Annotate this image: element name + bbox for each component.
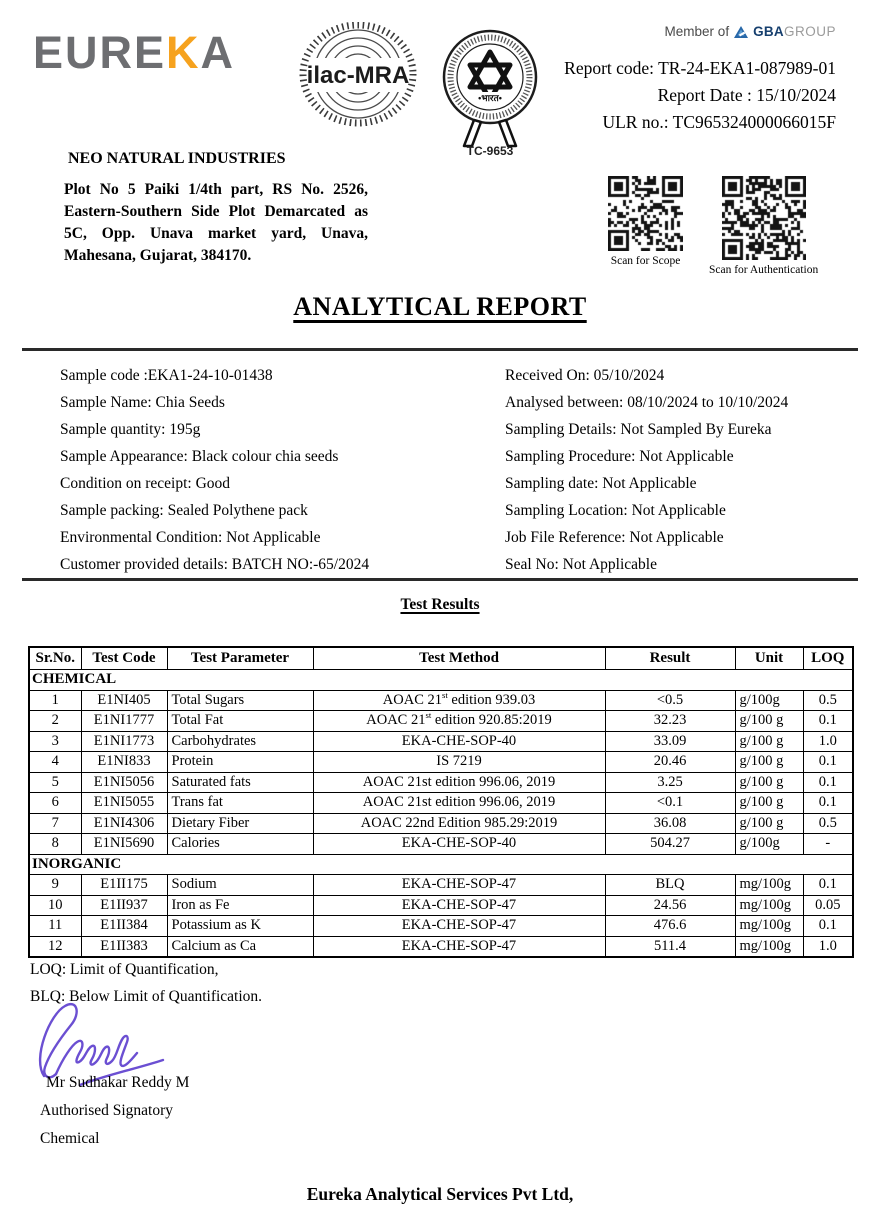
cell-test-method: IS 7219: [313, 752, 605, 773]
cell-result: 20.46: [605, 752, 735, 773]
cell-test-code: E1NI405: [81, 690, 167, 711]
cell-sr-no: 6: [29, 793, 81, 814]
cell-sr-no: 5: [29, 772, 81, 793]
cell-unit: g/100 g: [735, 752, 803, 773]
column-header: Test Method: [313, 647, 605, 670]
table-row: [29, 793, 853, 814]
cell-sr-no: 12: [29, 936, 81, 957]
info-line: BLQ: Below Limit of Quantification.: [30, 987, 263, 1005]
cell-unit: g/100g: [735, 690, 803, 711]
cell-unit: g/100 g: [735, 813, 803, 834]
info-line: Sampling Location: Not Applicable: [505, 501, 726, 519]
cell-loq: 0.1: [803, 711, 853, 732]
cell-test-code: E1NI833: [81, 752, 167, 773]
cell-test-code: E1II175: [81, 875, 167, 896]
column-header: Sr.No.: [29, 647, 81, 670]
cell-test-method: EKA-CHE-SOP-47: [313, 895, 605, 916]
test-results-table: [28, 646, 854, 958]
cell-sr-no: 9: [29, 875, 81, 896]
column-header: Result: [605, 647, 735, 670]
cell-test-code: E1NI5055: [81, 793, 167, 814]
test-results-heading: Test Results: [400, 596, 480, 613]
cell-test-parameter: Saturated fats: [167, 772, 313, 793]
info-line: Analysed between: 08/10/2024 to 10/10/2024: [505, 394, 789, 412]
ilac-mra-seal-icon: [299, 22, 417, 128]
info-line: Sample Appearance: Black colour chia seeds: [60, 448, 339, 466]
cell-test-parameter: Protein: [167, 752, 313, 773]
cell-test-parameter: Iron as Fe: [167, 895, 313, 916]
cell-loq: 0.5: [803, 813, 853, 834]
cell-loq: 1.0: [803, 731, 853, 752]
info-line: Condition on receipt: Good: [60, 475, 231, 492]
group-label: GROUP: [783, 24, 836, 39]
ilac-mra-label: ilac-MRA: [306, 62, 410, 89]
divider-bottom: [22, 578, 858, 581]
nabl-code-label: TC-9653: [466, 144, 514, 156]
cell-result: 24.56: [605, 895, 735, 916]
signatory-name: Mr Sudhakar Reddy M: [46, 1074, 190, 1091]
cell-sr-no: 10: [29, 895, 81, 916]
qr-scope-label: Scan for Scope: [610, 255, 681, 267]
cell-test-parameter: Trans fat: [167, 793, 313, 814]
info-line: Sampling Details: Not Sampled By Eureka: [505, 421, 772, 439]
customer-address: Plot No 5 Paiki 1/4th part, RS No. 2526, Eastern-Southern Side Plot Demarcated as 5C, Opp. Unava market yard, Unava, Mahesana, Gujarat, 384170.: [64, 181, 368, 264]
section-label: CHEMICAL: [29, 670, 853, 691]
divider-top: [22, 348, 858, 351]
cell-test-method: EKA-CHE-SOP-40: [313, 731, 605, 752]
qr-auth-item: [709, 176, 818, 276]
cell-unit: mg/100g: [735, 916, 803, 937]
ulr-number: ULR no.: TC965324000066015F: [602, 112, 836, 132]
info-line: Seal No: Not Applicable: [505, 555, 657, 573]
results-table-body: [29, 670, 853, 958]
cell-loq: 0.1: [803, 875, 853, 896]
cell-sr-no: 3: [29, 731, 81, 752]
report-code: Report code: TR-24-EKA1-087989-01: [564, 58, 836, 78]
nabl-inner-label: •भारत•: [478, 93, 502, 103]
cell-test-method: EKA-CHE-SOP-47: [313, 936, 605, 957]
cell-test-code: E1II383: [81, 936, 167, 957]
qr-codes: [608, 176, 818, 276]
sample-info: [60, 363, 852, 578]
member-of-label: Member of: [664, 24, 730, 39]
eureka-logo: [33, 27, 236, 78]
cell-unit: g/100 g: [735, 731, 803, 752]
cell-test-code: E1NI1777: [81, 711, 167, 732]
cell-result: 3.25: [605, 772, 735, 793]
cell-unit: g/100g: [735, 834, 803, 855]
table-row: [29, 875, 853, 896]
qr-scope-code: [608, 176, 683, 251]
cell-result: 32.23: [605, 711, 735, 732]
cell-test-code: E1II384: [81, 916, 167, 937]
section-row: [29, 670, 853, 691]
report-date: Report Date : 15/10/2024: [657, 85, 836, 105]
cell-result: 36.08: [605, 813, 735, 834]
cell-test-method: AOAC 21st edition 939.03: [313, 690, 605, 711]
nabl-seal-icon: [430, 20, 550, 156]
cell-unit: g/100 g: [735, 793, 803, 814]
cell-test-code: E1NI4306: [81, 813, 167, 834]
cell-test-method: EKA-CHE-SOP-47: [313, 875, 605, 896]
cell-unit: mg/100g: [735, 895, 803, 916]
cell-test-parameter: Carbohydrates: [167, 731, 313, 752]
info-line: LOQ: Limit of Quantification,: [30, 960, 219, 978]
cell-unit: g/100 g: [735, 772, 803, 793]
table-row: [29, 772, 853, 793]
cell-loq: -: [803, 834, 853, 855]
signatory-role: Authorised Signatory: [40, 1102, 174, 1119]
cell-test-parameter: Calcium as Ca: [167, 936, 313, 957]
info-line: Sample quantity: 195g: [60, 421, 201, 439]
column-header: Test Code: [81, 647, 167, 670]
table-row: [29, 895, 853, 916]
cell-test-method: AOAC 21st edition 996.06, 2019: [313, 772, 605, 793]
cell-result: <0.1: [605, 793, 735, 814]
info-line: Received On: 05/10/2024: [505, 367, 665, 385]
logo-letter-k: K: [166, 27, 201, 78]
cell-loq: 0.5: [803, 690, 853, 711]
info-line: Customer provided details: BATCH NO:-65/2024: [60, 555, 370, 573]
cell-test-method: EKA-CHE-SOP-47: [313, 916, 605, 937]
cell-test-method: AOAC 21st edition 996.06, 2019: [313, 793, 605, 814]
page-title: ANALYTICAL REPORT: [293, 292, 587, 321]
cell-sr-no: 2: [29, 711, 81, 732]
logo-text-gray2: A: [200, 27, 236, 78]
sample-info-left: [60, 363, 505, 578]
cell-result: 33.09: [605, 731, 735, 752]
column-header: Test Parameter: [167, 647, 313, 670]
cell-test-code: E1NI5056: [81, 772, 167, 793]
cell-unit: g/100 g: [735, 711, 803, 732]
info-line: Job File Reference: Not Applicable: [505, 528, 724, 546]
cell-loq: 0.1: [803, 752, 853, 773]
info-line: Sample packing: Sealed Polythene pack: [60, 501, 308, 519]
company-name: Eureka Analytical Services Pvt Ltd,: [306, 1184, 574, 1204]
cell-result: 511.4: [605, 936, 735, 957]
cell-loq: 0.1: [803, 916, 853, 937]
gba-triangle-icon: [734, 26, 748, 38]
customer-block: [64, 150, 368, 267]
cell-test-parameter: Calories: [167, 834, 313, 855]
cell-test-code: E1NI5690: [81, 834, 167, 855]
cell-loq: 0.1: [803, 793, 853, 814]
cell-test-parameter: Total Sugars: [167, 690, 313, 711]
cell-test-method: AOAC 21st edition 920.85:2019: [313, 711, 605, 732]
gba-label: GBA: [753, 24, 784, 39]
table-row: [29, 731, 853, 752]
column-header: Unit: [735, 647, 803, 670]
table-row: [29, 752, 853, 773]
cell-test-parameter: Dietary Fiber: [167, 813, 313, 834]
section-row: [29, 854, 853, 875]
cell-test-parameter: Sodium: [167, 875, 313, 896]
qr-auth-label: Scan for Authentication: [709, 264, 819, 276]
info-line: Sampling date: Not Applicable: [505, 475, 697, 492]
cell-result: <0.5: [605, 690, 735, 711]
table-row: [29, 936, 853, 957]
table-row: [29, 834, 853, 855]
cell-loq: 0.05: [803, 895, 853, 916]
info-line: Environmental Condition: Not Applicable: [60, 528, 321, 546]
cell-sr-no: 4: [29, 752, 81, 773]
table-row: [29, 916, 853, 937]
cell-test-method: AOAC 22nd Edition 985.29:2019: [313, 813, 605, 834]
info-line: Sample Name: Chia Seeds: [60, 394, 225, 412]
cell-unit: mg/100g: [735, 936, 803, 957]
info-line: Sampling Procedure: Not Applicable: [505, 448, 734, 466]
logo-text-gray: EURE: [33, 27, 167, 78]
table-row: [29, 690, 853, 711]
cell-result: 476.6: [605, 916, 735, 937]
cell-unit: mg/100g: [735, 875, 803, 896]
cell-test-parameter: Total Fat: [167, 711, 313, 732]
signatory-department: Chemical: [40, 1130, 100, 1147]
cell-sr-no: 7: [29, 813, 81, 834]
table-row: [29, 711, 853, 732]
column-header: LOQ: [803, 647, 853, 670]
cell-loq: 1.0: [803, 936, 853, 957]
qr-auth-code: [722, 176, 806, 260]
cell-sr-no: 8: [29, 834, 81, 855]
customer-name: NEO NATURAL INDUSTRIES: [68, 150, 286, 167]
cell-test-parameter: Potassium as K: [167, 916, 313, 937]
cell-result: 504.27: [605, 834, 735, 855]
info-line: Sample code :EKA1-24-10-01438: [60, 367, 273, 385]
cell-loq: 0.1: [803, 772, 853, 793]
cell-test-code: E1II937: [81, 895, 167, 916]
cell-result: BLQ: [605, 875, 735, 896]
section-label: INORGANIC: [29, 854, 853, 875]
table-row: [29, 813, 853, 834]
table-header-row: [29, 647, 853, 670]
report-meta: [564, 24, 836, 136]
cell-test-method: EKA-CHE-SOP-40: [313, 834, 605, 855]
member-of-line: [564, 24, 836, 39]
cell-sr-no: 1: [29, 690, 81, 711]
cell-test-code: E1NI1773: [81, 731, 167, 752]
qr-scope-item: [608, 176, 683, 267]
cell-sr-no: 11: [29, 916, 81, 937]
sample-info-right: [505, 363, 852, 578]
